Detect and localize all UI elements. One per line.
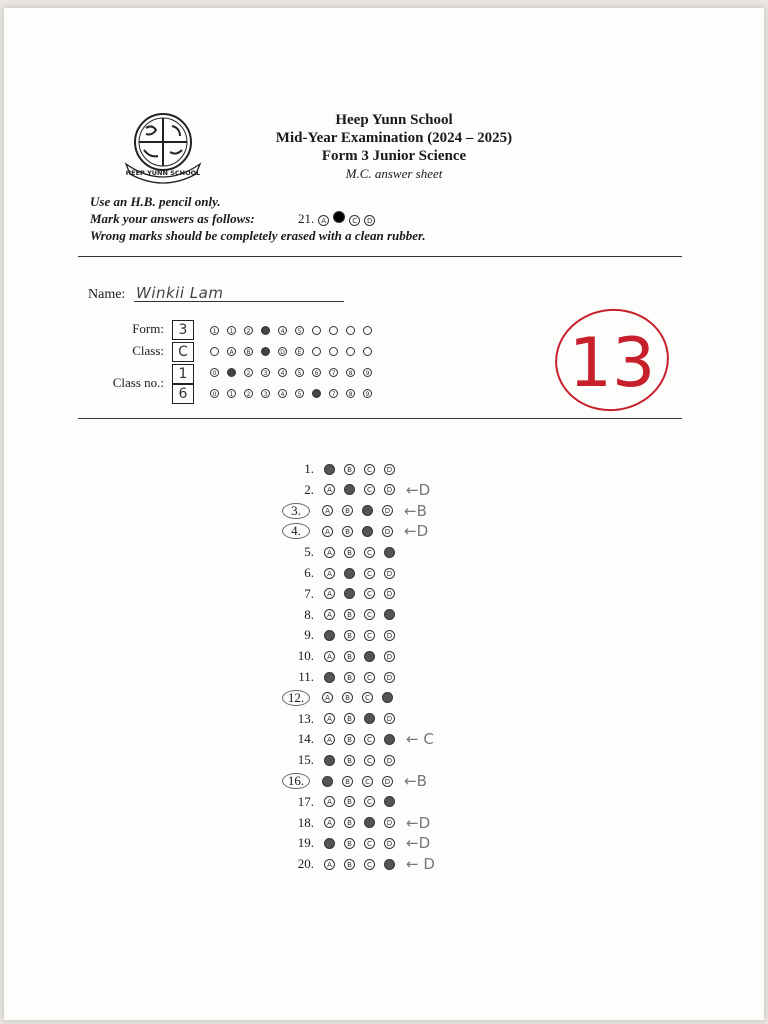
question-number: 1. (304, 461, 314, 476)
answer-bubble-b[interactable]: B (342, 776, 353, 787)
question-number: 8. (304, 606, 314, 622)
answer-bubble-d[interactable]: D (384, 588, 395, 599)
answer-bubble-a[interactable]: A (324, 609, 335, 620)
answer-bubble-b[interactable]: B (344, 817, 355, 828)
answer-row (286, 627, 404, 643)
example-bubble: C (349, 215, 360, 226)
form-bubble[interactable]: 5 (295, 326, 304, 335)
school-logo (122, 112, 204, 186)
class-label: Class: (132, 343, 164, 358)
example-bubble: A (318, 215, 329, 226)
student-name: Winkii Lam (136, 284, 224, 302)
question-number: 15. (297, 752, 314, 768)
correction-note: ←D (406, 834, 431, 853)
question-number: 4. (282, 523, 310, 539)
subject-title: Form 3 Junior Science (321, 148, 467, 164)
correction-note: ←D (404, 522, 429, 541)
no2-bubble[interactable]: 3 (261, 389, 270, 398)
answer-bubble-b[interactable]: B (342, 505, 353, 516)
divider-bottom (78, 418, 682, 419)
no2-bubble[interactable]: 7 (329, 389, 338, 398)
answer-row (286, 607, 404, 623)
example-bubble: D (364, 215, 375, 226)
answer-bubble-d[interactable]: D (384, 630, 395, 641)
class-bubble[interactable]: D (278, 347, 287, 356)
answer-bubble-b[interactable]: B (342, 526, 353, 537)
answer-bubble-a[interactable]: A (324, 838, 335, 849)
form-bubble[interactable] (346, 326, 355, 335)
answer-bubble-c[interactable]: C (364, 651, 375, 662)
answer-bubble-b[interactable]: B (344, 630, 355, 641)
no2-bubble[interactable]: 0 (210, 389, 219, 398)
question-number: 6. (304, 565, 314, 580)
score-value: 13 (568, 324, 656, 403)
answer-bubble-c[interactable]: C (364, 796, 375, 807)
question-number: 16. (282, 773, 310, 789)
answer-row (286, 461, 404, 477)
question-number: 2. (304, 481, 314, 497)
form-bubble[interactable]: 1 (227, 326, 236, 335)
answer-bubble-d[interactable]: D (382, 526, 393, 537)
no1-bubble[interactable]: 6 (312, 368, 321, 377)
no1-bubble[interactable]: 3 (261, 368, 270, 377)
no1-bubble[interactable]: 8 (346, 368, 355, 377)
question-number: 18. (297, 814, 314, 830)
form-bubble[interactable] (329, 326, 338, 335)
answer-row (286, 856, 435, 872)
question-number: 20. (297, 856, 314, 872)
answer-row (286, 648, 404, 664)
no2-bubble[interactable]: 6 (312, 389, 321, 398)
example-number: 21. (298, 211, 315, 226)
answer-bubble-c[interactable]: C (364, 838, 375, 849)
question-number: 10. (297, 648, 314, 664)
correction-note: ←B (404, 501, 427, 520)
class-bubble[interactable] (312, 347, 321, 356)
name-label: Name: (88, 287, 126, 302)
answer-bubble-a[interactable]: A (322, 526, 333, 537)
answer-bubble-d[interactable]: D (384, 651, 395, 662)
answer-bubble-b[interactable]: B (344, 672, 355, 683)
answer-bubble-c[interactable]: C (364, 713, 375, 724)
answer-bubble-a[interactable]: A (324, 630, 335, 641)
answer-bubble-b[interactable]: B (344, 609, 355, 620)
no1-bubble[interactable]: 2 (244, 368, 253, 377)
question-number: 3. (282, 503, 310, 519)
answer-bubble-c[interactable]: C (364, 630, 375, 641)
answer-row (286, 711, 404, 727)
answer-bubble-c[interactable]: C (364, 568, 375, 579)
answer-row (286, 815, 430, 831)
correction-note: ←B (404, 772, 427, 790)
no2-bubble[interactable]: 2 (244, 389, 253, 398)
form-bubble[interactable]: 4 (278, 326, 287, 335)
answer-row (286, 669, 404, 685)
no2-bubble[interactable]: 1 (227, 389, 236, 398)
answer-bubble-c[interactable]: C (364, 464, 375, 475)
answer-bubble-b[interactable]: B (344, 568, 355, 579)
class-bubble[interactable] (210, 347, 219, 356)
classno-box-2: 6 (172, 384, 194, 404)
class-bubble[interactable]: A (227, 347, 236, 356)
answer-bubble-a[interactable]: A (324, 672, 335, 683)
answer-bubble-b[interactable]: B (344, 755, 355, 766)
class-bubble[interactable]: C (261, 347, 270, 356)
no2-bubble[interactable]: 8 (346, 389, 355, 398)
answer-bubble-d[interactable]: D (384, 755, 395, 766)
class-bubble[interactable] (363, 347, 372, 356)
answer-row (286, 586, 404, 602)
divider-top (78, 256, 682, 257)
answer-bubble-d[interactable]: D (384, 672, 395, 683)
class-box: C (172, 342, 194, 362)
class-bubble-row (210, 345, 380, 357)
answer-bubble-c[interactable]: C (362, 776, 373, 787)
correction-note: ← D (406, 855, 435, 874)
answer-bubble-c[interactable]: C (362, 692, 373, 703)
answer-bubble-b[interactable]: B (344, 859, 355, 870)
class-bubble[interactable]: B (244, 347, 253, 356)
sheet-type: M.C. answer sheet (345, 166, 443, 181)
answer-bubble-a[interactable]: A (324, 568, 335, 579)
answer-bubble-a[interactable]: A (324, 547, 335, 558)
no1-bubble[interactable]: 4 (278, 368, 287, 377)
question-number: 17. (297, 793, 314, 809)
example-bubbles (318, 211, 379, 227)
answer-row (286, 835, 430, 851)
answer-bubble-b[interactable]: B (344, 838, 355, 849)
exam-title: Mid-Year Examination (2024 – 2025) (275, 130, 513, 146)
no1-bubble[interactable]: 0 (210, 368, 219, 377)
answer-bubble-a[interactable]: A (322, 505, 333, 516)
question-number: 14. (297, 731, 314, 747)
form-label: Form: (132, 321, 164, 336)
form-bubble-row (210, 324, 380, 336)
form-bubble[interactable] (363, 326, 372, 335)
answer-bubble-c[interactable]: C (364, 734, 375, 745)
answer-bubble-b[interactable]: B (344, 734, 355, 745)
answer-bubble-d[interactable]: D (384, 838, 395, 849)
answer-bubble-c[interactable]: C (364, 755, 375, 766)
answer-bubble-d[interactable]: D (384, 547, 395, 558)
question-number: 5. (304, 544, 314, 560)
answer-row (286, 690, 402, 706)
answer-bubble-b[interactable]: B (344, 713, 355, 724)
answer-bubble-c[interactable]: C (362, 505, 373, 516)
answer-row (286, 565, 404, 581)
answer-bubble-a[interactable]: A (324, 588, 335, 599)
answer-bubble-a[interactable]: A (322, 776, 333, 787)
instruction-mark: Mark your answers as follows: (90, 211, 255, 226)
answer-bubble-d[interactable]: D (384, 713, 395, 724)
answer-bubble-b[interactable]: B (344, 588, 355, 599)
answer-row (286, 773, 427, 789)
answer-bubble-d[interactable]: D (384, 859, 395, 870)
answer-bubble-c[interactable]: C (364, 672, 375, 683)
answer-bubble-a[interactable]: A (324, 651, 335, 662)
classno-bubble-row-2 (210, 387, 380, 399)
answer-bubble-a[interactable]: A (324, 464, 335, 475)
form-bubble[interactable]: 1 (210, 326, 219, 335)
correction-note: ←D (406, 813, 431, 832)
answer-bubble-c[interactable]: C (364, 547, 375, 558)
class-bubble[interactable] (346, 347, 355, 356)
answer-row (286, 731, 434, 747)
answer-bubble-a[interactable]: A (324, 817, 335, 828)
answer-bubble-d[interactable]: D (382, 776, 393, 787)
form-bubble[interactable]: 2 (244, 326, 253, 335)
answer-bubble-a[interactable]: A (324, 734, 335, 745)
question-number: 9. (304, 627, 314, 643)
answer-bubble-d[interactable]: D (384, 817, 395, 828)
answer-bubble-b[interactable]: B (344, 547, 355, 558)
answer-row (286, 752, 404, 768)
form-bubble[interactable]: 3 (261, 326, 270, 335)
class-bubble[interactable]: E (295, 347, 304, 356)
answer-row (286, 482, 430, 498)
no1-bubble[interactable]: 1 (227, 368, 236, 377)
answer-row (286, 544, 404, 560)
question-number: 12. (282, 690, 310, 706)
answer-bubble-c[interactable]: C (364, 817, 375, 828)
question-number: 19. (297, 835, 314, 851)
answer-bubble-d[interactable]: D (384, 609, 395, 620)
no2-bubble[interactable]: 4 (278, 389, 287, 398)
school-name: Heep Yunn School (335, 112, 453, 128)
answer-bubble-a[interactable]: A (324, 796, 335, 807)
no1-bubble[interactable]: 7 (329, 368, 338, 377)
answer-bubble-b[interactable]: B (344, 651, 355, 662)
answer-bubble-c[interactable]: C (364, 859, 375, 870)
name-line (134, 301, 344, 302)
correction-note: ←D (406, 480, 431, 499)
answer-bubble-c[interactable]: C (362, 526, 373, 537)
answer-bubble-d[interactable]: D (384, 464, 395, 475)
classno-bubble-row-1 (210, 366, 380, 378)
logo-text: HEEP YUNN SCHOOL (125, 169, 201, 177)
no1-bubble[interactable]: 9 (363, 368, 372, 377)
instruction-erase: Wrong marks should be completely erased with a clean rubber. (90, 228, 426, 243)
answer-row (286, 503, 427, 519)
answer-bubble-d[interactable]: D (382, 505, 393, 516)
answer-bubble-c[interactable]: C (364, 484, 375, 495)
question-number: 11. (298, 669, 314, 684)
answer-bubble-c[interactable]: C (364, 588, 375, 599)
example-answer (298, 211, 379, 227)
answer-bubble-a[interactable]: A (324, 713, 335, 724)
example-bubble (333, 211, 345, 223)
answer-bubble-a[interactable]: A (324, 859, 335, 870)
answer-bubble-c[interactable]: C (364, 609, 375, 620)
question-number: 13. (297, 710, 314, 726)
answer-bubble-d[interactable]: D (384, 734, 395, 745)
answer-bubble-b[interactable]: B (344, 484, 355, 495)
classno-box-1: 1 (172, 364, 194, 384)
no2-bubble[interactable]: 9 (363, 389, 372, 398)
answer-bubble-b[interactable]: B (344, 796, 355, 807)
answer-bubble-d[interactable]: D (384, 568, 395, 579)
form-box: 3 (172, 320, 194, 340)
answer-bubble-d[interactable]: D (384, 796, 395, 807)
correction-note: ← C (406, 730, 434, 749)
no2-bubble[interactable]: 5 (295, 389, 304, 398)
question-number: 7. (304, 585, 314, 601)
answer-bubble-d[interactable]: D (382, 692, 393, 703)
instruction-pencil: Use an H.B. pencil only. (90, 194, 221, 209)
answer-sheet (4, 8, 764, 1020)
classno-label: Class no.: (112, 375, 164, 390)
answer-bubble-b[interactable]: B (342, 692, 353, 703)
answer-bubble-b[interactable]: B (344, 464, 355, 475)
answer-row (286, 523, 428, 539)
answer-bubble-a[interactable]: A (324, 755, 335, 766)
answer-row (286, 794, 404, 810)
score-mark (550, 306, 674, 418)
no1-bubble[interactable]: 5 (295, 368, 304, 377)
answer-bubble-a[interactable]: A (322, 692, 333, 703)
answer-bubble-d[interactable]: D (384, 484, 395, 495)
class-bubble[interactable] (329, 347, 338, 356)
form-bubble[interactable] (312, 326, 321, 335)
answer-bubble-a[interactable]: A (324, 484, 335, 495)
